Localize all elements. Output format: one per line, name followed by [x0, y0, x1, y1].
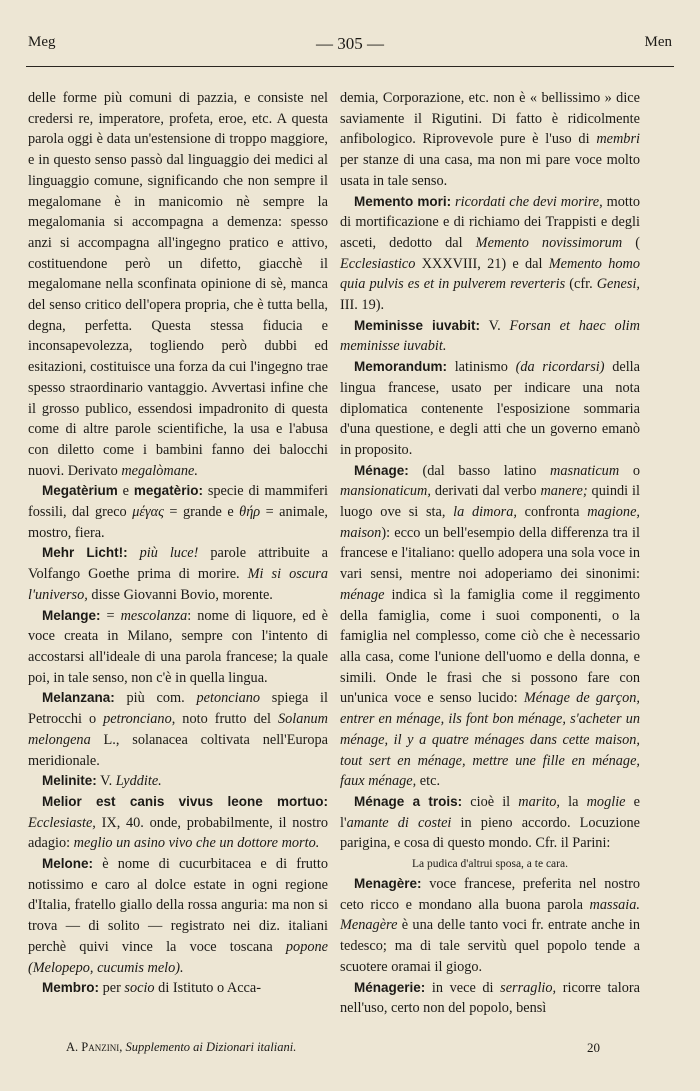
- header-rule: [26, 66, 674, 67]
- headword: Ménage a trois:: [354, 793, 463, 809]
- left-column: [28, 88, 328, 999]
- header-left-guide-word: Meg: [28, 34, 56, 50]
- headword: Ménagerie:: [354, 979, 426, 995]
- entry-menagerie: Ménagerie: in vece di serraglio, ricorre talora nell'uso, certo non del popolo, bensì: [340, 979, 640, 1017]
- entry-melone: Melone: è nome di cucurbitacea e di frutto notissimo e caro al dolce estate in ogni regione d'Italia, fratello giallo della rossa anguria: ma non si trova — di solito — registrato nei diz. italiani perchè quivi vince la voce toscana popone (Melopepo, cucumis melo).: [28, 856, 328, 976]
- headword: Ménage:: [354, 462, 409, 478]
- headword: Meminisse iuvabit:: [354, 317, 481, 333]
- entry-melange: Melange: = mescolanza: nome di liquore, ed è voce creata in Milano, sempre con l'intento di accostarsi all'ideale di una parola francese; la quale poi, in tale senso, non c'è in quella lingua.: [28, 607, 328, 686]
- entry-memento-mori: Memento mori: ricordati che devi morire, motto di mortificazione e di richiamo dei Trappisti e degli asceti, dedotto dal Memento novissimorum ( Ecclesiastico XXXVIII, 21) e dal Memento homo quia pulvis es et in pulverem reverteris (cfr. Genesi, III. 19).: [340, 193, 641, 314]
- headword: Melanzana:: [42, 690, 115, 706]
- right-column: [340, 88, 640, 1019]
- page-header: [28, 34, 672, 58]
- page-footer: [66, 1040, 600, 1055]
- headword: Melinite:: [42, 773, 97, 789]
- entry-melior-est: Melior est canis vivus leone mortuo: Ecclesiaste, IX, 40. onde, probabilmente, il nostro adagio: meglio un asino vivo che un dottore morto.: [28, 793, 328, 852]
- entry-membro: Membro: per socio di Istituto o Acca-: [42, 980, 262, 997]
- entry-menage-a-trois: Ménage a trois: cioè il marito, la moglie e l'amante di costei in pieno accordo. Locuzione parigina, e cosa di questo mondo. Cfr. il Parini:: [340, 793, 641, 852]
- headword: Melone:: [42, 856, 94, 872]
- footer-book-title: Supplemento ai Dizionari italiani.: [122, 1040, 297, 1054]
- entry-meminisse-iuvabit: Meminisse iuvabit: V. Forsan et haec olim meminisse iuvabit.: [340, 317, 640, 355]
- headword: Memento mori:: [354, 193, 452, 209]
- headword: Melior est canis vivus leone mortuo:: [42, 793, 328, 809]
- headword: megatèrio:: [133, 483, 203, 499]
- header-right-guide-word: Men: [644, 34, 672, 50]
- entry-melanzana: Melanzana: più com. petonciano spiega il Petrocchi o petronciano, noto frutto del Solanum melongena L., solanacea coltivata nell'Europa meridionale.: [28, 690, 328, 769]
- entry-megalomania-continued: delle forme più comuni di pazzia, e consiste nel credersi re, imperatore, profeta, eroe, etc. A questa parola oggi è data un'estensione di troppo maggiore, e in questo senso passò dal linguaggio dei medici al linguaggio comune, significando che non sempre il megalomane è in manicomio nè sempre la megalomania si accompagna a demenza: spesso anzi si accompagna all'ingegno pratico e attivo, costituendone però un difetto, giacchè il megalomane nella sconfinata opinione di sè, manca del senso critico dell'opera propria, che è tutta bella, degna, perfetta. Questa stessa fiducia e inconsapevolezza, togliendo però dubbi ed esitazioni, costituisce una forza da cui l'ingegno trae spesso straordinario vantaggio. Avvertasi infine che il grosso publico, essendosi impadronito di questa come di altre parole scientifiche, la usa e l'abusa con diletto come i bambini fanno dei balocchi nuovi. Derivato megalòmane.: [28, 90, 328, 479]
- quotation-parini: La pudica d'altrui sposa, a te cara.: [412, 858, 568, 871]
- signature-number: 20: [587, 1040, 600, 1055]
- entry-mehr-licht: Mehr Licht!: più luce! parole attribuite a Volfango Goethe prima di morire. Mi si oscura l'universo, disse Giovanni Bovio, morente.: [28, 545, 328, 603]
- footer-author: A. Panzini,: [66, 1040, 123, 1054]
- headword: Menagère:: [354, 876, 422, 892]
- headword: Mehr Licht!:: [42, 545, 128, 561]
- entry-megaterium: Megatèrium e megatèrio: specie di mammiferi fossili, dal greco μέγας = grande e θήρ = animale, mostro, fiera.: [28, 483, 329, 541]
- headword: Membro:: [42, 980, 99, 996]
- entry-membro-continued: demia, Corporazione, etc. non è « bellissimo » dice saviamente il Rigutini. Di fatto è ridicolmente anfibologico. Riprovevole pure è l'uso di membri per stanze di una casa, ma non mi pare voce molto usata in tale senso.: [340, 90, 640, 189]
- headword: Memorandum:: [354, 359, 448, 375]
- headword: Megatèrium: [42, 483, 118, 499]
- entry-menage: Ménage: (dal basso latino masnaticum o mansionaticum, derivati dal verbo manere; quindi il luogo ove si sta, la dimora, confronta magione, maison): ecco un bell'esempio della differenza tra il francese e l'italiano: quello adopera una sola voce in vari sensi, mentre noi adoperiamo dei sinonimi: ménage indica sì la famiglia come il reggimento della famiglia, come i suoi componenti, o la famiglia nel complesso, come ciò che è necessario alla casa, come l'unione dell'uomo e della donna, e simili. Onde le frasi che si possono fare con un'unica voce e senso lucido: Ménage de garçon, entrer en ménage, ils font bon ménage, s'acheter un ménage, il y a quatre ménages dans cette maison, tout sert en ménage, mettre une fille en ménage, faux ménage, etc.: [340, 462, 640, 790]
- entry-melinite: Melinite: V. Lyddite.: [42, 773, 162, 790]
- entry-memorandum: Memorandum: latinismo (da ricordarsi) della lingua francese, usato per indicare una nota diplomatica contenente l'esposizione sommaria d'una questione, e degli atti che un governo emanò in proposito.: [340, 359, 640, 458]
- entry-menagere: Menagère: voce francese, preferita nel nostro ceto ricco e mondano alla buona parola massaia. Menagère è una delle tanto voci fr. entrate anche in tedesco; ma di tale servitù quel popolo tende a scuotere oramai il giogo.: [340, 876, 640, 975]
- page-number: — 305 —: [316, 34, 384, 53]
- headword: Melange:: [42, 607, 101, 623]
